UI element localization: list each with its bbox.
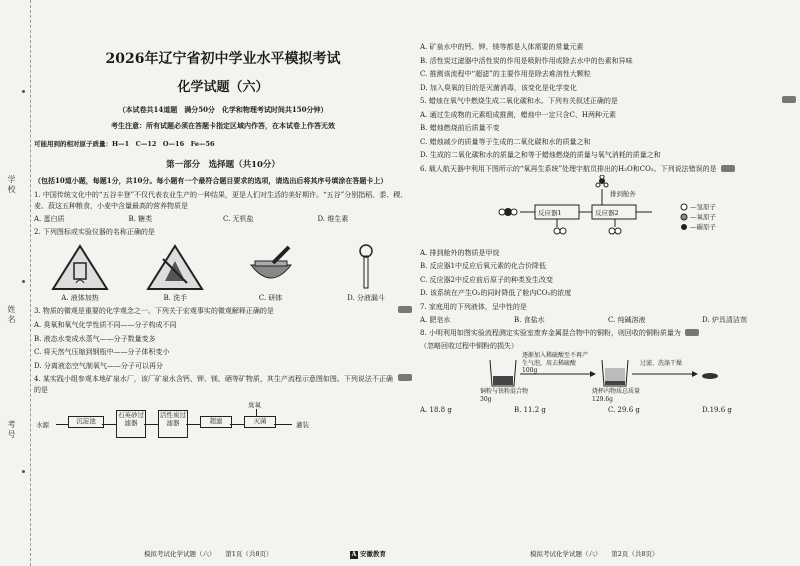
question-8-note: （忽略回收过程中铜粉的损失）	[420, 342, 518, 351]
liquid-heating-sign-icon	[50, 243, 110, 291]
q1-option-a[interactable]: A. 蛋白质	[34, 214, 65, 223]
hand-wash-sign-icon	[145, 243, 205, 291]
q4-option-a[interactable]: A. 矿泉水中的钙、钾、镁等都是人体需要的常量元素	[420, 43, 584, 51]
q7-option-b[interactable]: B. 食盐水	[514, 315, 545, 324]
page-2	[420, 0, 796, 566]
q8-option-a[interactable]: A. 18.8 g	[420, 405, 452, 414]
question-1-options	[34, 214, 412, 224]
atomic-mass-note: 可能用到的相对原子质量：H—1 C—12 O—16 Fe—56	[34, 140, 215, 148]
answer-badge-icon	[721, 165, 735, 172]
answer-badge-icon	[398, 374, 412, 381]
water-process-flow	[34, 400, 412, 444]
exam-notice: 考生注意：所有试题必须在答题卡指定区域内作答，在本试卷上作答无效	[111, 121, 335, 130]
step-1-label: 逐渐加入稀硫酸至不再产生气泡，用去稀硫酸100g	[522, 351, 589, 375]
page-1	[34, 0, 412, 566]
reactor-1-label: 反应器1	[538, 208, 562, 217]
q4-option-d[interactable]: D. 加入臭氧的目的是灭菌消毒，该变化是化学变化	[420, 83, 577, 92]
q8-option-c[interactable]: C. 29.6 g	[608, 405, 640, 414]
q1-option-c[interactable]: C. 无机盐	[223, 214, 254, 223]
legend-carbon: —碳原子	[690, 222, 716, 231]
question-6: 6. 载人航天器中利用下图所示的“氧再生系统”处理宇航员排出的H₂O和CO₂。下列说法错误的是	[420, 164, 796, 175]
q2-option-c[interactable]: C. 研钵	[231, 243, 311, 303]
question-1: 1. 中国传统文化中的“五谷丰登”不仅代表农业生产的一种结果，更是人们对生活的美好期许。“五谷”分别指稻、黍、稷、麦、菽这五种粮食，小麦中含量最高的营养物质是	[34, 190, 408, 210]
diagram-vent-label: 排到舱外	[610, 189, 636, 198]
reactor-2-label: 反应器2	[595, 208, 619, 217]
answer-badge-icon	[685, 329, 699, 336]
q5-option-a[interactable]: A. 通过生成物的元素组成推测，蜡烛中一定只含C、H两种元素	[420, 110, 616, 119]
binding-label-name: 姓名	[7, 305, 16, 325]
q8-option-b[interactable]: B. 11.2 g	[514, 405, 546, 414]
question-8-options	[420, 406, 796, 414]
q1-option-d[interactable]: D. 维生素	[317, 214, 349, 223]
q6-option-a[interactable]: A. 排到舱外的物质是甲烷	[420, 248, 500, 257]
binding-margin	[0, 0, 31, 566]
footer-page-1: 模拟考试化学试题（六） 第1页（共8页）	[144, 550, 273, 558]
flow-sediment-tank: 沉淀池	[68, 416, 104, 428]
exam-meta: （本试卷共14道题 满分50分 化学和物理考试时间共150分钟）	[118, 105, 328, 114]
publisher-logo-icon: A	[351, 551, 357, 558]
q3-option-b[interactable]: B. 液态水变成水蒸气——分子数量变多	[34, 334, 156, 343]
q6-option-c[interactable]: C. 反应器2中反应前后原子的种类发生改变	[420, 275, 554, 284]
mortar-icon	[241, 243, 301, 291]
q4-option-b[interactable]: B. 活性炭过滤器中活性炭的作用是吸附作用或除去水中的色素和异味	[420, 56, 633, 65]
flow-carbon-filter: 活性炭过滤器	[158, 410, 188, 438]
flow-ultrafilter: 超滤	[200, 416, 232, 428]
q2-option-a[interactable]: A. 液体加热	[40, 243, 120, 303]
q1-option-b[interactable]: B. 糖类	[128, 214, 153, 223]
flow-sterilize: 灭菌	[244, 416, 276, 428]
q2-option-b[interactable]: B. 洗手	[135, 243, 215, 303]
question-7-options	[420, 315, 796, 325]
question-3: 3. 物质的微观是重要的化学观念之一。下列关于宏观事实的微观解释正确的是	[34, 306, 412, 317]
q3-option-d[interactable]: D. 分离液态空气制氧气——分子可以再分	[34, 361, 163, 370]
question-7: 7. 家庭用的下列液体，呈中性的是	[420, 302, 527, 311]
question-8: 8. 小明利用如图实验流程测定实验室废弃金属混合物中的铜粉，则回收的铜粉质量为	[420, 328, 796, 339]
flow-ozone: 臭氧	[248, 400, 261, 409]
q7-option-c[interactable]: C. 纯碱溶液	[608, 315, 646, 324]
flow-output: 灌装	[296, 420, 309, 429]
mixture-label: 铜粉与铁粉混合物30g	[480, 387, 529, 403]
binding-label-id: 考号	[7, 420, 16, 440]
flow-quartz-filter: 石英砂过滤器	[116, 410, 146, 438]
answer-badge-icon	[398, 306, 412, 313]
copper-recovery-diagram	[420, 352, 796, 404]
question-4: 4. 某实践小组参观本地矿泉水厂，该厂矿泉水含钙、钾、镁、硒等矿物质，其生产流程示意图如图。下列说法不正确的是	[34, 374, 412, 396]
q5-option-c[interactable]: C. 蜡烛减少的质量等于生成的二氧化碳和水的质量之和	[420, 137, 591, 146]
q2-option-d[interactable]: D. 分液漏斗	[326, 243, 406, 303]
section-instruction: （包括10道小题，每题1分，共10分。每小题有一个最符合题目要求的选项，请选出后将其序号填涂在答题卡上）	[34, 176, 388, 185]
q4-option-c[interactable]: C. 推测该流程中“超滤”的主要作用是除去难溶性大颗粒	[420, 70, 591, 78]
q6-option-d[interactable]: D. 该系统在产生O₂的同时降低了舱内CO₂的浓度	[420, 289, 572, 298]
q5-option-b[interactable]: B. 蜡烛燃烧前后质量不变	[420, 124, 500, 133]
funnel-icon	[336, 243, 396, 291]
exam-subtitle: 化学试题（六）	[177, 80, 269, 95]
section-title: 第一部分 选择题（共10分）	[166, 160, 280, 170]
q3-option-a[interactable]: A. 臭氧和氧气化学性质不同——分子构成不同	[34, 321, 177, 330]
oxygen-regen-diagram	[420, 175, 796, 245]
q6-option-b[interactable]: B. 反应器1中反应后氧元素的化合价降低	[420, 262, 547, 271]
legend-oxygen: —氧原子	[690, 212, 716, 221]
q7-option-a[interactable]: A. 肥皂水	[420, 315, 451, 324]
publisher-brand: A 安徽教育	[351, 550, 386, 558]
question-2: 2. 下列图标或实验仪器的名称正确的是	[34, 227, 155, 236]
q3-option-c[interactable]: C. 将天然气压缩到钢瓶中——分子体积变小	[34, 348, 170, 357]
binding-label-school: 学校	[7, 175, 16, 195]
step-2-label: 过滤、洗涤干燥	[640, 359, 683, 367]
q7-option-d[interactable]: D. 炉具清洁剂	[702, 315, 747, 324]
q8-option-d[interactable]: D.19.6 g	[702, 405, 732, 414]
q5-option-d[interactable]: D. 生成的二氧化碳和水的质量之和等于蜡烛燃烧的质量与氧气消耗的质量之和	[420, 151, 661, 160]
answer-badge-icon	[782, 96, 796, 103]
exam-title: 2026年辽宁省初中学业水平模拟考试	[105, 51, 341, 67]
question-2-images	[34, 243, 412, 303]
footer-page-2: 模拟考试化学试题（六） 第2页（共8页）	[530, 550, 659, 558]
after-reaction-label: 烧杯内物质总质量129.6g	[592, 387, 641, 403]
flow-source: 水源	[36, 420, 49, 429]
question-5: 5. 蜡烛在氧气中燃烧生成二氧化碳和水。下列有关叙述正确的是	[420, 96, 796, 107]
legend-hydrogen: —氢原子	[690, 202, 716, 211]
